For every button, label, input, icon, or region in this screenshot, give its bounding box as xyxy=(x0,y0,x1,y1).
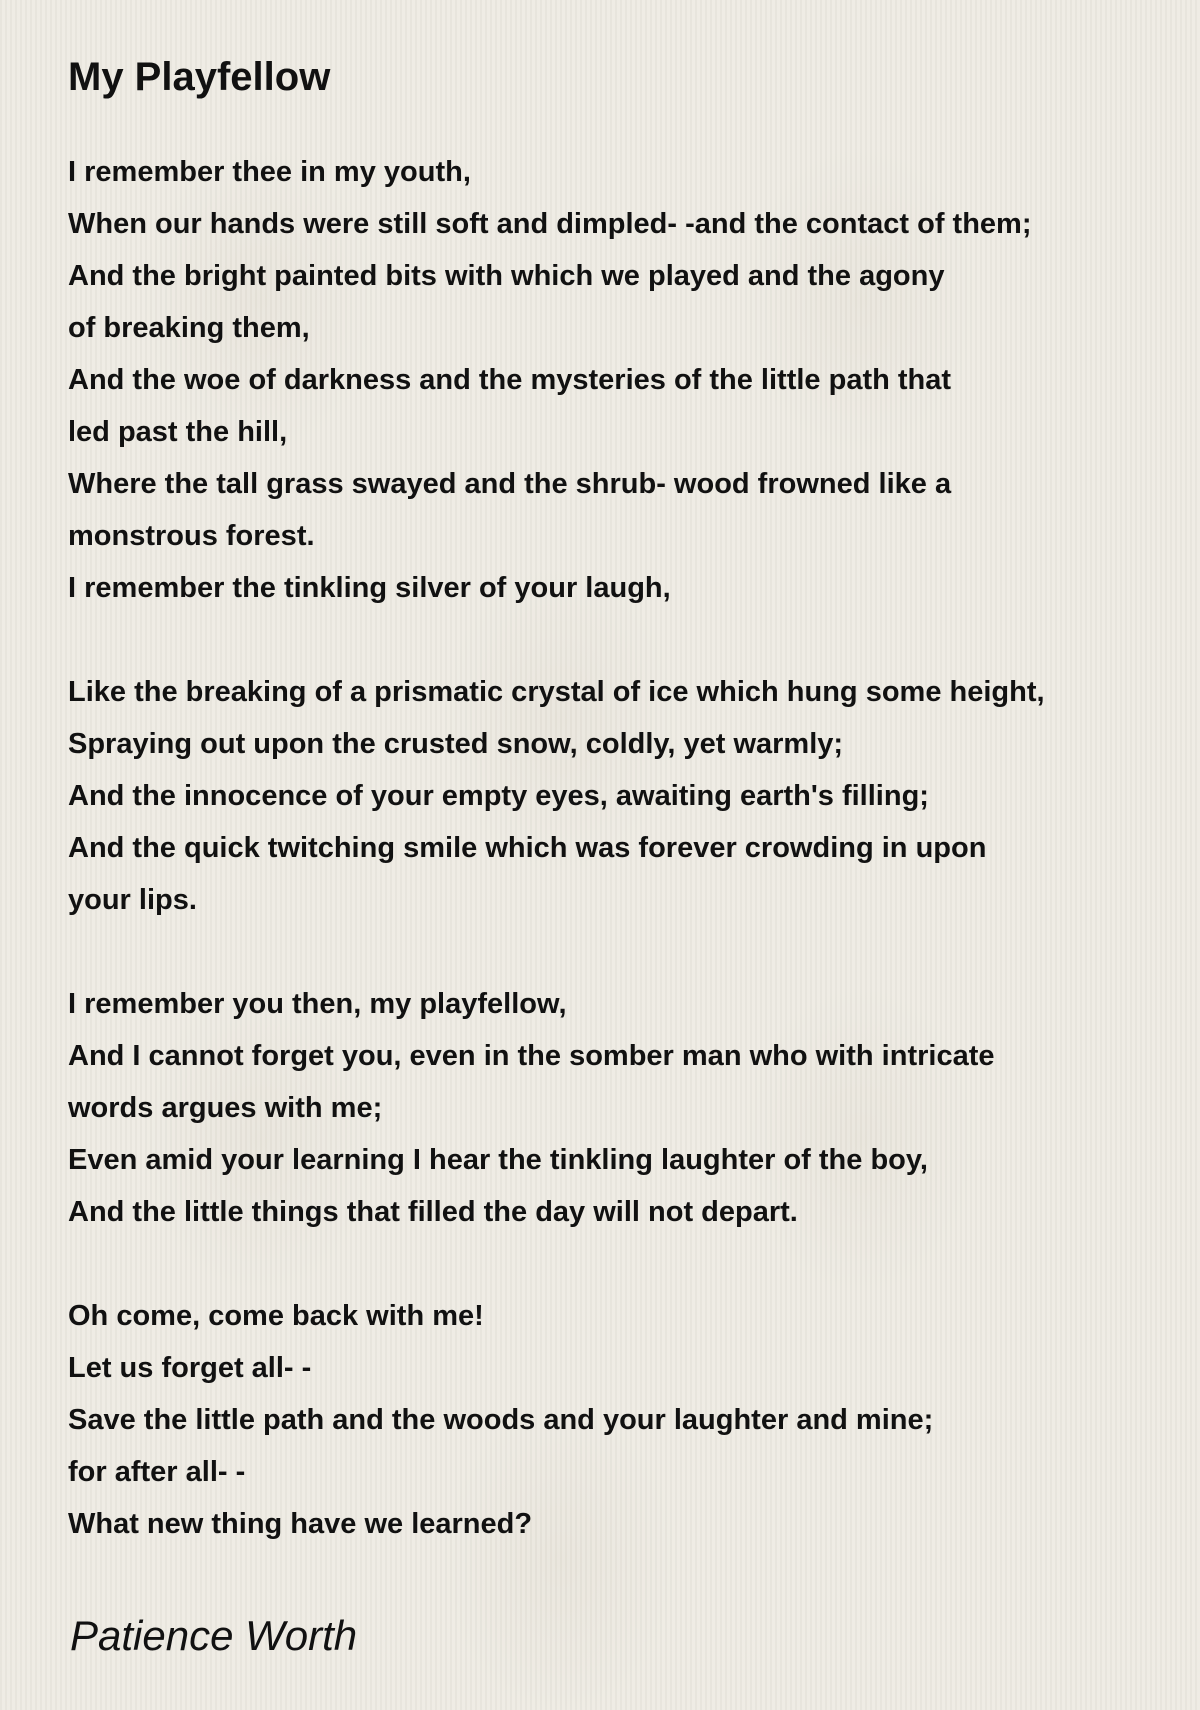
poem-line: What new thing have we learned? xyxy=(68,1508,533,1540)
poem-body xyxy=(68,146,1200,1550)
poem-line: And the woe of darkness and the mysteries of the little path that xyxy=(68,364,952,396)
stanza-break xyxy=(68,614,1200,666)
poem-line: And I cannot forget you, even in the somber man who with intricate xyxy=(68,1040,995,1072)
poem-line: Even amid your learning I hear the tinkling laughter of the boy, xyxy=(68,1144,928,1176)
stanza-break xyxy=(68,1238,1200,1290)
poem-line: Oh come, come back with me! xyxy=(68,1300,484,1332)
poem-line: Save the little path and the woods and your laughter and mine; xyxy=(68,1404,934,1436)
poem-line: words argues with me; xyxy=(68,1092,383,1124)
poem-line: I remember you then, my playfellow, xyxy=(68,988,567,1020)
poem-line: And the innocence of your empty eyes, awaiting earth's filling; xyxy=(68,780,929,812)
poem-line: Where the tall grass swayed and the shrub- wood frowned like a xyxy=(68,468,952,500)
poem-line: And the quick twitching smile which was forever crowding in upon xyxy=(68,832,987,864)
poem-line: I remember the tinkling silver of your laugh, xyxy=(68,572,671,604)
poem-line: And the little things that filled the day will not depart. xyxy=(68,1196,798,1228)
poem-line: Spraying out upon the crusted snow, coldly, yet warmly; xyxy=(68,728,844,760)
poem-line: for after all- - xyxy=(68,1456,246,1488)
poem-author: Patience Worth xyxy=(70,1612,358,1659)
poem-line: Like the breaking of a prismatic crystal of ice which hung some height, xyxy=(68,676,1045,708)
poem-title: My Playfellow xyxy=(68,55,331,99)
stanza-break xyxy=(68,926,1200,978)
poem-line: And the bright painted bits with which we played and the agony xyxy=(68,260,945,292)
poem-line: I remember thee in my youth, xyxy=(68,156,471,188)
poem-line: of breaking them, xyxy=(68,312,310,344)
poem-line: When our hands were still soft and dimpled- -and the contact of them; xyxy=(68,208,1032,240)
poem-line: Let us forget all- - xyxy=(68,1352,312,1384)
poem-line: monstrous forest. xyxy=(68,520,315,552)
poem-line: your lips. xyxy=(68,884,197,916)
poem-line: led past the hill, xyxy=(68,416,288,448)
